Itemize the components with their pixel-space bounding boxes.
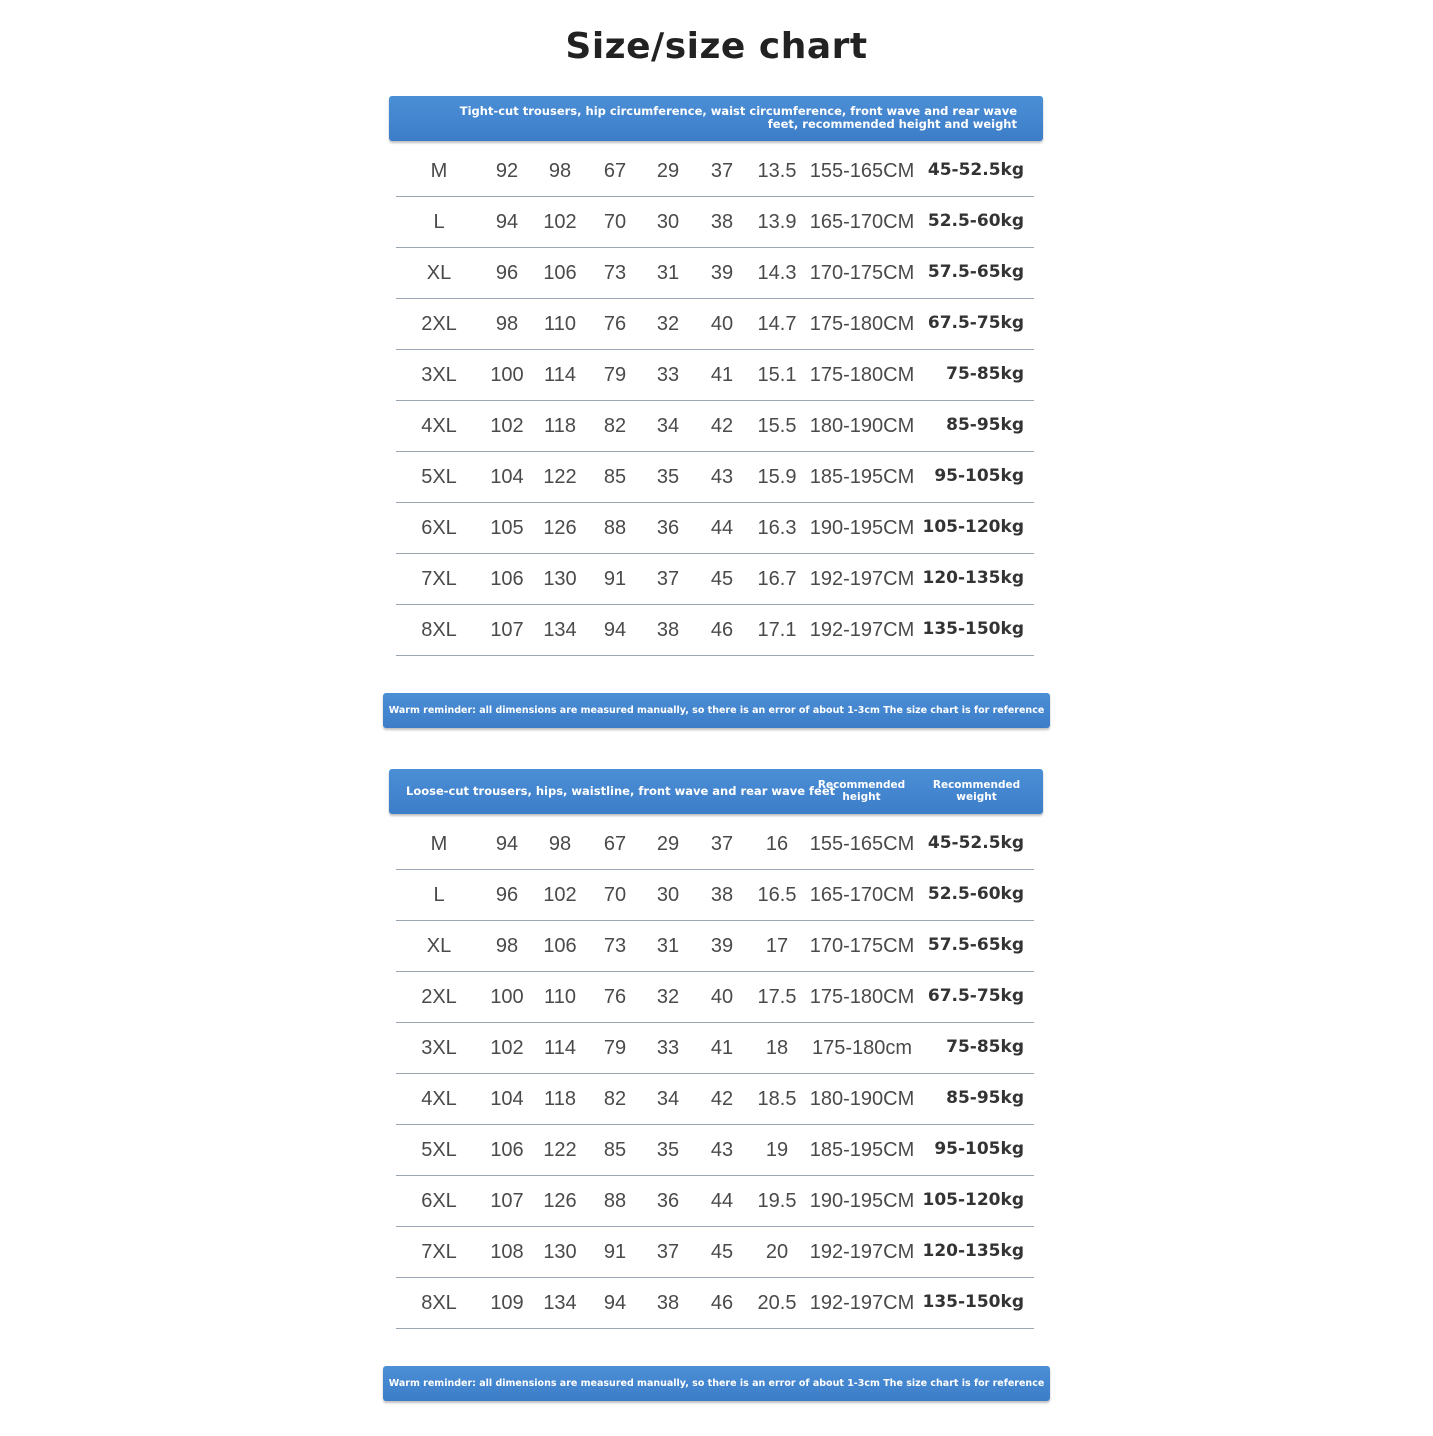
table-row [396, 1227, 1034, 1278]
measure-5-cell: 41 [710, 364, 734, 386]
size-cell: 8XL [421, 1292, 457, 1314]
measure-5-cell: 46 [710, 1292, 734, 1314]
loose-cut-reminder: Warm reminder: all dimensions are measured manually, so there is an error of about 1-3cm The size chart is for reference only! [383, 1366, 1050, 1401]
measure-5-cell: 43 [710, 1139, 734, 1161]
measure-5-cell: 38 [710, 884, 734, 906]
measure-6-cell: 13.9 [757, 211, 797, 233]
weight-cell: 67.5-75kg [927, 986, 1024, 1006]
size-cell: M [430, 833, 448, 855]
weight-cell: 120-135kg [922, 568, 1024, 588]
measure-6-cell: 17 [765, 935, 789, 957]
table-row [396, 146, 1034, 197]
size-cell: 6XL [421, 1190, 457, 1212]
table-row [396, 1278, 1034, 1329]
measure-6-cell: 17.5 [757, 986, 797, 1008]
size-cell: 3XL [421, 364, 457, 386]
size-cell: 2XL [421, 986, 457, 1008]
recommended-height-header: Recommended height [817, 779, 906, 803]
weight-cell: 45-52.5kg [927, 160, 1024, 180]
measure-4-cell: 36 [656, 1190, 680, 1212]
measure-5-cell: 41 [710, 1037, 734, 1059]
measure-6-cell: 15.5 [757, 415, 797, 437]
measure-6-cell: 17.1 [757, 619, 797, 641]
height-cell: 185-195CM [809, 1139, 915, 1161]
height-cell: 192-197CM [809, 1292, 915, 1314]
weight-cell: 105-120kg [922, 517, 1024, 537]
measure-2-cell: 118 [544, 1088, 576, 1110]
height-cell: 175-180CM [809, 313, 915, 335]
measure-2-cell: 106 [543, 935, 577, 957]
measure-4-cell: 31 [656, 935, 680, 957]
measure-2-cell: 110 [544, 986, 576, 1008]
table-row [396, 605, 1034, 656]
size-cell: 7XL [421, 1241, 457, 1263]
measure-6-cell: 15.1 [757, 364, 797, 386]
measure-2-cell: 98 [548, 160, 572, 182]
weight-cell: 135-150kg [922, 1292, 1024, 1312]
measure-3-cell: 91 [603, 1241, 627, 1263]
table-row [396, 197, 1034, 248]
weight-cell: 95-105kg [934, 466, 1024, 486]
measure-2-cell: 114 [544, 1037, 576, 1059]
height-cell: 175-180CM [809, 986, 915, 1008]
measure-1-cell: 104 [490, 466, 524, 488]
table-row [396, 1176, 1034, 1227]
weight-cell: 57.5-65kg [927, 262, 1024, 282]
measure-1-cell: 107 [490, 619, 524, 641]
measure-3-cell: 82 [603, 1088, 627, 1110]
measure-2-cell: 118 [544, 415, 576, 437]
measure-5-cell: 39 [710, 935, 734, 957]
measure-2-cell: 106 [543, 262, 577, 284]
measure-6-cell: 16.7 [757, 568, 797, 590]
measure-6-cell: 15.9 [757, 466, 797, 488]
height-cell: 170-175CM [809, 935, 915, 957]
height-cell: 185-195CM [809, 466, 915, 488]
measure-5-cell: 46 [710, 619, 734, 641]
measure-1-cell: 96 [495, 262, 519, 284]
measure-1-cell: 98 [495, 935, 519, 957]
measure-4-cell: 30 [656, 884, 680, 906]
measure-4-cell: 34 [656, 1088, 680, 1110]
measure-1-cell: 106 [490, 1139, 524, 1161]
measure-3-cell: 85 [603, 1139, 627, 1161]
size-cell: 4XL [421, 415, 457, 437]
size-cell: 4XL [421, 1088, 457, 1110]
measure-1-cell: 107 [490, 1190, 524, 1212]
measure-1-cell: 108 [490, 1241, 524, 1263]
measure-5-cell: 38 [710, 211, 734, 233]
measure-1-cell: 92 [495, 160, 519, 182]
table-row [396, 248, 1034, 299]
measure-1-cell: 100 [490, 364, 524, 386]
measure-3-cell: 88 [603, 1190, 627, 1212]
measure-3-cell: 79 [603, 364, 627, 386]
table-row [396, 503, 1034, 554]
height-cell: 192-197CM [809, 619, 915, 641]
size-cell: 6XL [421, 517, 457, 539]
measure-4-cell: 29 [656, 833, 680, 855]
table-row [396, 972, 1034, 1023]
size-cell: 3XL [421, 1037, 457, 1059]
height-cell: 190-195CM [809, 517, 915, 539]
measure-1-cell: 102 [490, 415, 524, 437]
weight-cell: 52.5-60kg [927, 211, 1024, 231]
measure-6-cell: 13.5 [757, 160, 797, 182]
table-row [396, 299, 1034, 350]
size-cell: 5XL [421, 466, 457, 488]
table-row [396, 554, 1034, 605]
measure-2-cell: 134 [543, 619, 577, 641]
measure-4-cell: 35 [656, 466, 680, 488]
loose-cut-header-band [389, 769, 1043, 814]
measure-4-cell: 38 [656, 1292, 680, 1314]
measure-6-cell: 16 [765, 833, 789, 855]
measure-2-cell: 122 [543, 1139, 577, 1161]
measure-5-cell: 43 [710, 466, 734, 488]
size-cell: 5XL [421, 1139, 457, 1161]
measure-2-cell: 114 [544, 364, 576, 386]
measure-5-cell: 40 [710, 313, 734, 335]
measure-5-cell: 39 [710, 262, 734, 284]
measure-3-cell: 82 [603, 415, 627, 437]
weight-cell: 105-120kg [922, 1190, 1024, 1210]
measure-6-cell: 14.7 [757, 313, 797, 335]
measure-6-cell: 20.5 [757, 1292, 797, 1314]
measure-4-cell: 37 [656, 568, 680, 590]
measure-3-cell: 91 [603, 568, 627, 590]
measure-2-cell: 126 [543, 1190, 577, 1212]
tight-cut-table [396, 146, 1034, 656]
measure-3-cell: 73 [603, 262, 627, 284]
measure-3-cell: 70 [603, 211, 627, 233]
measure-4-cell: 29 [656, 160, 680, 182]
size-cell: XL [426, 935, 452, 957]
measure-6-cell: 20 [765, 1241, 789, 1263]
table-row [396, 401, 1034, 452]
measure-5-cell: 45 [710, 568, 734, 590]
weight-cell: 120-135kg [922, 1241, 1024, 1261]
weight-cell: 95-105kg [934, 1139, 1024, 1159]
measure-4-cell: 33 [656, 364, 680, 386]
size-cell: L [433, 211, 445, 233]
measure-5-cell: 40 [710, 986, 734, 1008]
measure-2-cell: 126 [543, 517, 577, 539]
measure-2-cell: 122 [543, 466, 577, 488]
measure-2-cell: 102 [543, 211, 577, 233]
size-cell: 7XL [421, 568, 457, 590]
tight-cut-header: Tight-cut trousers, hip circumference, waist circumference, front wave and rear wave feet, recommended height and weight [459, 104, 1017, 131]
measure-1-cell: 102 [490, 1037, 524, 1059]
height-cell: 190-195CM [809, 1190, 915, 1212]
recommended-weight-header: Recommended weight [932, 779, 1021, 803]
measure-4-cell: 35 [656, 1139, 680, 1161]
table-row [396, 452, 1034, 503]
height-cell: 165-170CM [809, 884, 915, 906]
measure-2-cell: 130 [543, 1241, 577, 1263]
height-cell: 165-170CM [809, 211, 915, 233]
measure-1-cell: 96 [495, 884, 519, 906]
tight-cut-header-band [389, 96, 1043, 141]
weight-cell: 57.5-65kg [927, 935, 1024, 955]
weight-cell: 45-52.5kg [927, 833, 1024, 853]
measure-1-cell: 100 [490, 986, 524, 1008]
measure-6-cell: 16.3 [757, 517, 797, 539]
measure-5-cell: 37 [710, 833, 734, 855]
measure-1-cell: 106 [490, 568, 524, 590]
measure-6-cell: 18 [765, 1037, 789, 1059]
measure-5-cell: 44 [710, 1190, 734, 1212]
measure-4-cell: 32 [656, 986, 680, 1008]
height-cell: 155-165CM [809, 160, 915, 182]
weight-cell: 85-95kg [946, 415, 1024, 435]
size-cell: 8XL [421, 619, 457, 641]
measure-5-cell: 37 [710, 160, 734, 182]
height-cell: 192-197CM [809, 1241, 915, 1263]
table-row [396, 819, 1034, 870]
size-cell: M [430, 160, 448, 182]
table-row [396, 1023, 1034, 1074]
size-cell: L [433, 884, 445, 906]
page-title: Size/size chart [565, 26, 868, 67]
measure-2-cell: 102 [543, 884, 577, 906]
weight-cell: 85-95kg [946, 1088, 1024, 1108]
height-cell: 175-180CM [809, 364, 915, 386]
measure-4-cell: 36 [656, 517, 680, 539]
measure-5-cell: 42 [710, 1088, 734, 1110]
measure-3-cell: 85 [603, 466, 627, 488]
measure-3-cell: 88 [603, 517, 627, 539]
measure-6-cell: 18.5 [757, 1088, 797, 1110]
measure-1-cell: 94 [495, 211, 519, 233]
measure-6-cell: 16.5 [757, 884, 797, 906]
height-cell: 180-190CM [809, 415, 915, 437]
measure-1-cell: 109 [490, 1292, 524, 1314]
weight-cell: 52.5-60kg [927, 884, 1024, 904]
weight-cell: 67.5-75kg [927, 313, 1024, 333]
measure-3-cell: 94 [603, 1292, 627, 1314]
measure-4-cell: 38 [656, 619, 680, 641]
measure-4-cell: 37 [656, 1241, 680, 1263]
measure-4-cell: 30 [656, 211, 680, 233]
table-row [396, 350, 1034, 401]
measure-4-cell: 34 [656, 415, 680, 437]
height-cell: 180-190CM [809, 1088, 915, 1110]
measure-3-cell: 73 [603, 935, 627, 957]
measure-3-cell: 67 [603, 833, 627, 855]
measure-3-cell: 76 [603, 986, 627, 1008]
measure-2-cell: 98 [548, 833, 572, 855]
tight-cut-reminder: Warm reminder: all dimensions are measured manually, so there is an error of about 1-3cm The size chart is for reference only! [383, 693, 1050, 728]
weight-cell: 75-85kg [946, 1037, 1024, 1057]
measure-1-cell: 94 [495, 833, 519, 855]
weight-cell: 75-85kg [946, 364, 1024, 384]
measure-2-cell: 134 [543, 1292, 577, 1314]
measure-1-cell: 105 [490, 517, 524, 539]
measure-1-cell: 104 [490, 1088, 524, 1110]
height-cell: 192-197CM [809, 568, 915, 590]
height-cell: 170-175CM [809, 262, 915, 284]
measure-1-cell: 98 [495, 313, 519, 335]
measure-2-cell: 130 [543, 568, 577, 590]
measure-3-cell: 67 [603, 160, 627, 182]
measure-5-cell: 42 [710, 415, 734, 437]
measure-3-cell: 94 [603, 619, 627, 641]
measure-6-cell: 19.5 [757, 1190, 797, 1212]
measure-3-cell: 79 [603, 1037, 627, 1059]
loose-cut-header: Loose-cut trousers, hips, waistline, front wave and rear wave feet [406, 784, 836, 798]
weight-cell: 135-150kg [922, 619, 1024, 639]
measure-5-cell: 45 [710, 1241, 734, 1263]
size-cell: XL [426, 262, 452, 284]
height-cell: 175-180cm [811, 1037, 913, 1059]
table-row [396, 1074, 1034, 1125]
measure-4-cell: 32 [656, 313, 680, 335]
height-cell: 155-165CM [809, 833, 915, 855]
measure-6-cell: 14.3 [757, 262, 797, 284]
table-row [396, 1125, 1034, 1176]
measure-4-cell: 33 [656, 1037, 680, 1059]
size-cell: 2XL [421, 313, 457, 335]
measure-2-cell: 110 [544, 313, 576, 335]
table-row [396, 870, 1034, 921]
measure-3-cell: 76 [603, 313, 627, 335]
measure-4-cell: 31 [656, 262, 680, 284]
measure-5-cell: 44 [710, 517, 734, 539]
loose-cut-table [396, 819, 1034, 1329]
measure-6-cell: 19 [765, 1139, 789, 1161]
measure-3-cell: 70 [603, 884, 627, 906]
table-row [396, 921, 1034, 972]
